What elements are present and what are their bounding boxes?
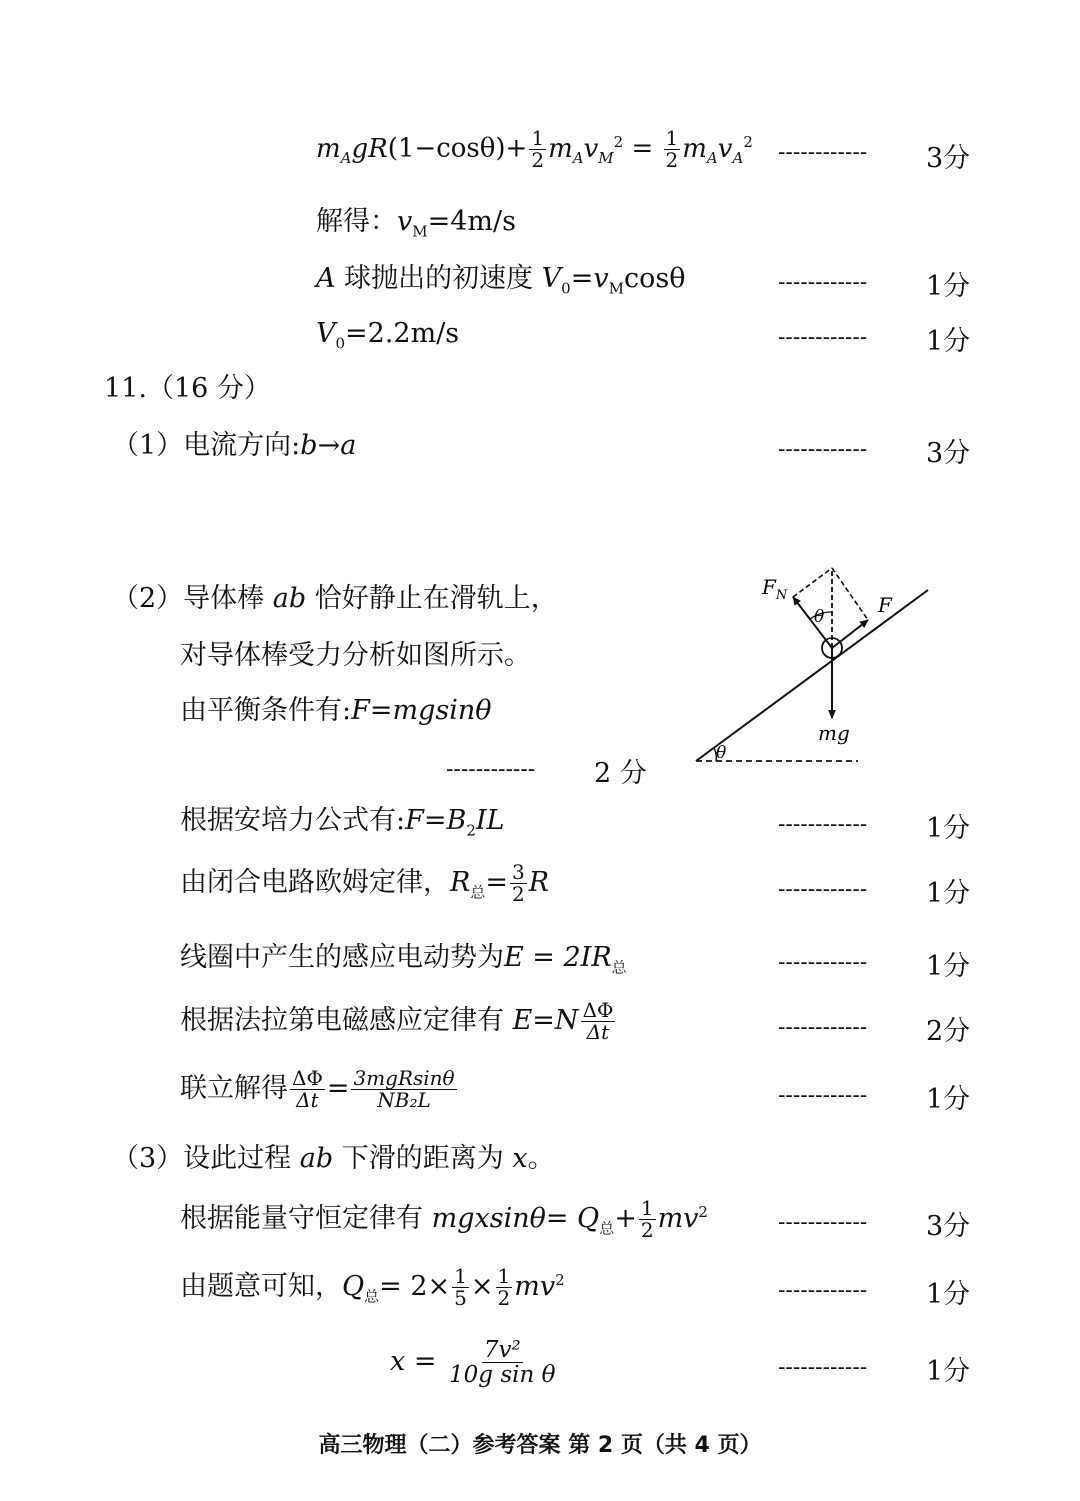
force-diagram xyxy=(690,560,940,770)
score: 1分 xyxy=(926,1279,971,1310)
dashes: ------------ xyxy=(778,1355,868,1380)
score: 1分 xyxy=(926,813,971,844)
dashes: ------------ xyxy=(778,877,868,902)
dashes: ------------ xyxy=(778,812,868,837)
dashes: ------------ xyxy=(778,1210,868,1235)
emf-line: 线圈中产生的感应电动势为$E = 2IR_总$ xyxy=(180,942,627,977)
incline-line xyxy=(696,590,928,761)
part1-line: （1）电流方向:b→a xyxy=(112,430,357,461)
normal-force-arrow xyxy=(793,597,832,648)
score: 3分 xyxy=(926,438,971,469)
dashes: ------------ xyxy=(778,437,868,462)
score: 1分 xyxy=(926,271,971,302)
score: 2 分 xyxy=(594,758,647,789)
x-result-line: x = $\frac{\text{7v²}}{\text{10g sin θ}}$ xyxy=(390,1337,556,1389)
dashes: ------------ xyxy=(778,1083,868,1108)
parallelogram-edge-2 xyxy=(832,568,868,620)
score: 2分 xyxy=(926,1016,971,1047)
score: 1分 xyxy=(926,1084,971,1115)
energy-equation-line: $m_AgR(1-\cos\theta)+$ $\frac{1}{2}$ $m_Av_M^2$ = $\frac{1}{2}$ $m_Av_A^2$ xyxy=(316,126,753,172)
score: 1分 xyxy=(926,878,971,909)
fn-label: $F_N$ xyxy=(762,575,788,603)
v0-definition-line: A 球抛出的初速度 $V_0=v_M\cos\theta$ xyxy=(316,263,686,298)
score: 1分 xyxy=(926,1356,971,1387)
dashes: ------------ xyxy=(778,270,868,295)
ohm-line: 由闭合电路欧姆定律，$R_总=$ $\frac{3}{2}$ R xyxy=(180,860,550,906)
parallelogram-edge-1 xyxy=(793,568,832,597)
score: 1分 xyxy=(926,951,971,982)
part2-line3: 由平衡条件有:F=mgsinθ xyxy=(180,695,492,726)
part2-line2: 对导体棒受力分析如图所示。 xyxy=(180,640,531,671)
force-f-arrow xyxy=(832,620,868,648)
score: 3分 xyxy=(926,1211,971,1242)
f-label: F xyxy=(878,593,892,617)
faraday-line: 根据法拉第电磁感应定律有 E=N $\frac{\Delta\Phi}{\Delta t}$ xyxy=(180,998,614,1044)
dashes: ------------ xyxy=(446,757,536,782)
dashes: ------------ xyxy=(778,1278,868,1303)
theta-base-label: θ xyxy=(716,743,727,763)
ampere-line: 根据安培力公式有$:F=B_2IL$ xyxy=(180,805,505,840)
dashes: ------------ xyxy=(778,325,868,350)
energy-conservation-line: 根据能量守恒定律有 $mgxsin\theta= Q_总+$ $\frac{1}{2}$ $mv^2$ xyxy=(180,1196,708,1242)
question-number: 11.（16 分） xyxy=(104,373,271,404)
mg-label: mg xyxy=(818,721,850,745)
q-total-line: 由题意可知，$Q_总= 2\times$ $\frac{1}{5}$ × $\frac{1}{2}$ $mv^2$ xyxy=(180,1264,565,1310)
joint-solution-line: 联立解得 $\frac{\Delta\Phi}{\Delta t}$ = $\frac{\text{3mgRsinθ}}{\text{NB₂L}}$ xyxy=(180,1066,455,1112)
score: 1分 xyxy=(926,326,971,357)
part2-line1: （2）导体棒 ab 恰好静止在滑轨上， xyxy=(112,583,558,614)
part3-line: （3）设此过程 ab 下滑的距离为 x。 xyxy=(112,1143,555,1174)
dashes: ------------ xyxy=(778,1015,868,1040)
solve-vm-line: 解得：$v_M=4m/s$ xyxy=(316,206,516,241)
v0-value-line: $V_0=2.2m/s$ xyxy=(316,318,460,353)
page-footer: 高三物理（二）参考答案 第 2 页（共 4 页） xyxy=(318,1433,762,1458)
dashes: ------------ xyxy=(778,950,868,975)
score: 3分 xyxy=(926,143,971,174)
dashes: ------------ xyxy=(778,140,868,165)
theta-top-label: θ xyxy=(814,607,825,627)
